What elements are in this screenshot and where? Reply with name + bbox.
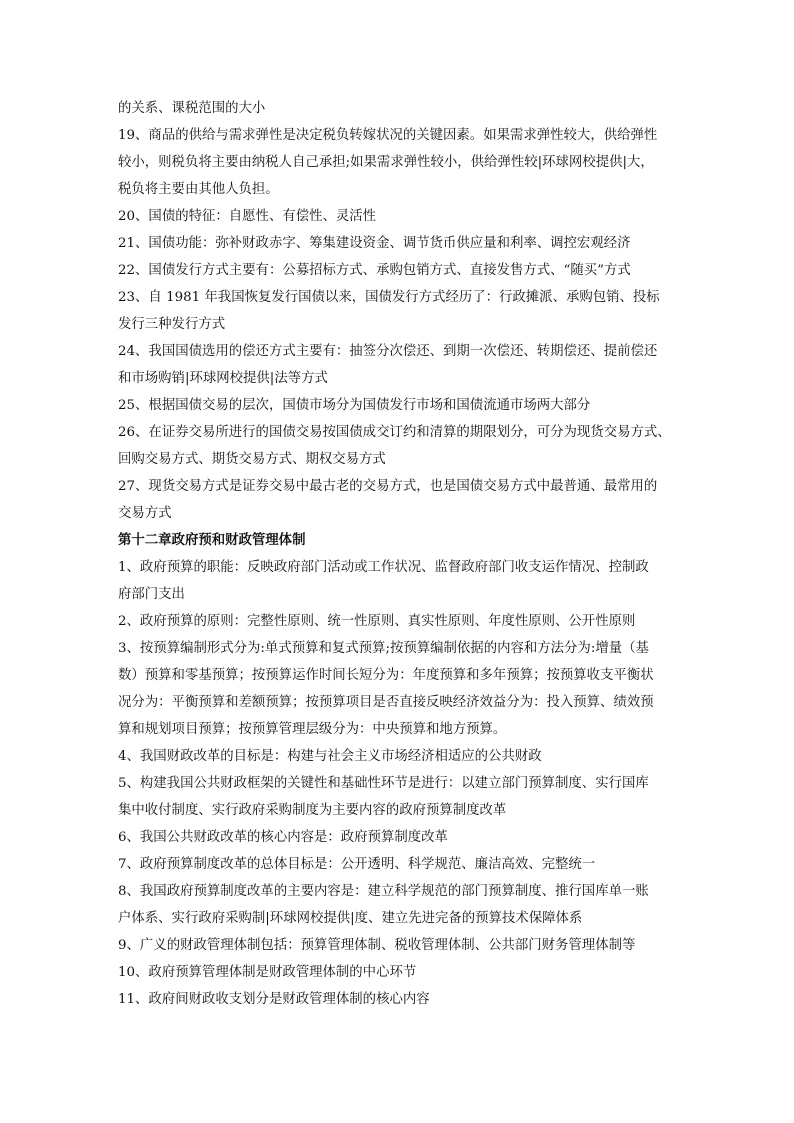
text-line: 5、构建我国公共财政框架的关键性和基础性环节是进行：以建立部门预算制度、实行国库 — [118, 776, 649, 791]
text-line: 21、国债功能：弥补财政赤字、筹集建设资金、调节货币供应量和利率、调控宏观经济 — [118, 236, 631, 251]
text-line: 25、根据国债交易的层次，国债市场分为国债发行市场和国债流通市场两大部分 — [118, 398, 591, 413]
text-line: 6、我国公共财政改革的核心内容是：政府预算制度改革 — [118, 830, 448, 845]
text-line: 户体系、实行政府采购制|环球网校提供|度、建立先进完备的预算技术保障体系 — [118, 911, 583, 926]
text-line: 较小，则税负将主要由纳税人自己承担;如果需求弹性较小，供给弹性较|环球网校提供|大， — [118, 155, 654, 170]
text-line: 府部门支出 — [118, 587, 185, 602]
text-line: 算和规划项目预算；按预算管理层级分为：中央预算和地方预算。 — [118, 722, 507, 737]
text-line: 2、政府预算的原则：完整性原则、统一性原则、真实性原则、年度性原则、公开性原则 — [118, 614, 636, 629]
document-body — [118, 95, 683, 1013]
text-line: 22、国债发行方式主要有：公募招标方式、承购包销方式、直接发售方式、“随买”方式 — [118, 263, 631, 278]
text-line: 19、商品的供给与需求弹性是决定税负转嫁状况的关键因素。如果需求弹性较大，供给弹性 — [118, 128, 658, 143]
text-line: 3、按预算编制形式分为:单式预算和复式预算;按预算编制依据的内容和方法分为:增量（基 — [118, 641, 649, 656]
text-line: 1、政府预算的职能：反映政府部门活动或工作状况、监督政府部门收支运作情况、控制政 — [118, 560, 649, 575]
text-line: 回购交易方式、期货交易方式、期权交易方式 — [118, 452, 386, 467]
text-line: 4、我国财政改革的目标是：构建与社会主义市场经济相适应的公共财政 — [118, 749, 542, 764]
text-line: 9、广义的财政管理体制包括：预算管理体制、税收管理体制、公共部门财务管理体制等 — [118, 938, 636, 953]
text-line: 发行三种发行方式 — [118, 317, 226, 332]
text-line: 26、在证券交易所进行的国债交易按国债成交订约和清算的期限划分，可分为现货交易方式、 — [118, 425, 671, 440]
text-line: 23、自 1981 年我国恢复发行国债以来，国债发行方式经历了：行政摊派、承购包销、投标 — [118, 290, 660, 305]
text-line: 数）预算和零基预算；按预算运作时间长短分为：年度预算和多年预算；按预算收支平衡状 — [118, 668, 654, 683]
text-line: 11、政府间财政收支划分是财政管理体制的核心内容 — [118, 992, 430, 1007]
text-line: 交易方式 — [118, 506, 172, 521]
text-line: 10、政府预算管理体制是财政管理体制的中心环节 — [118, 965, 417, 980]
text-line: 8、我国政府预算制度改革的主要内容是：建立科学规范的部门预算制度、推行国库单一账 — [118, 884, 649, 899]
text-line: 27、现货交易方式是证券交易中最古老的交易方式，也是国债交易方式中最普通、最常用的 — [118, 479, 658, 494]
text-line: 24、我国国债选用的偿还方式主要有：抽签分次偿还、到期一次偿还、转期偿还、提前偿还 — [118, 344, 658, 359]
text-line: 和市场购销|环球网校提供|法等方式 — [118, 371, 328, 386]
text-line: 集中收付制度、实行政府采购制度为主要内容的政府预算制度改革 — [118, 803, 507, 818]
chapter-heading: 第十二章政府预和财政管理体制 — [118, 532, 306, 548]
text-line: 的关系、课税范围的大小 — [118, 101, 266, 116]
text-line: 税负将主要由其他人负担。 — [118, 182, 279, 197]
text-line: 7、政府预算制度改革的总体目标是：公开透明、科学规范、廉洁高效、完整统一 — [118, 857, 596, 872]
text-line: 况分为：平衡预算和差额预算；按预算项目是否直接反映经济效益分为：投入预算、绩效预 — [118, 695, 654, 710]
text-line: 20、国债的特征：自愿性、有偿性、灵活性 — [118, 209, 377, 224]
